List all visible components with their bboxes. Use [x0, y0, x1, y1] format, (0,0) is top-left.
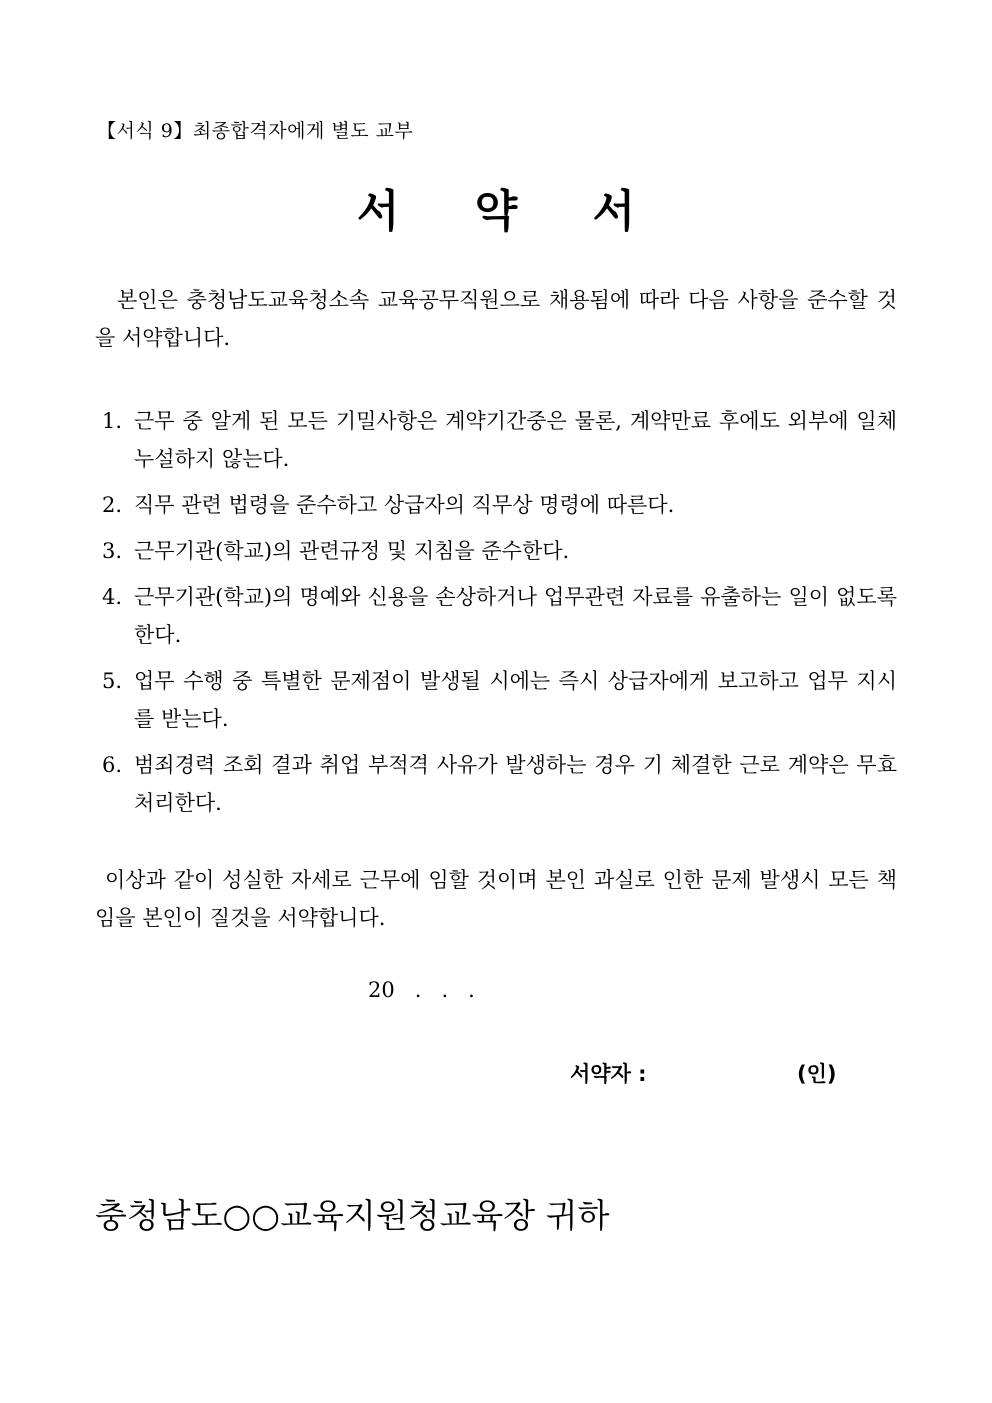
- pledge-number: 3.: [102, 539, 123, 563]
- closing-paragraph: 이상과 같이 성실한 자세로 근무에 임할 것이며 본인 과실로 인한 문제 발생시 모든 책임을 본인이 질것을 서약합니다.: [95, 868, 897, 930]
- pledge-item-1: [102, 402, 897, 478]
- pledge-number: 1.: [102, 409, 123, 433]
- pledge-text: 근무 중 알게 된 모든 기밀사항은 계약기간중은 물론, 계약만료 후에도 외부에 일체 누설하지 않는다.: [134, 409, 897, 471]
- pledge-text: 업무 수행 중 특별한 문제점이 발생될 시에는 즉시 상급자에게 보고하고 업무 지시를 받는다.: [134, 669, 897, 731]
- intro-paragraph: 본인은 충청남도교육청소속 교육공무직원으로 채용됨에 따라 다음 사항을 준수할 것을 서약합니다.: [95, 288, 897, 350]
- pledge-text: 범죄경력 조회 결과 취업 부적격 사유가 발생하는 경우 기 체결한 근로 계약은 무효처리한다.: [134, 753, 897, 815]
- form-label: 【서식 9】최종합격자에게 별도 교부: [97, 120, 414, 142]
- pledge-list: [102, 402, 897, 830]
- signer-label: 서약자 :: [570, 1062, 647, 1086]
- pledge-item-4: [102, 578, 897, 654]
- pledge-text: 근무기관(학교)의 관련규정 및 지침을 준수한다.: [134, 539, 570, 563]
- pledge-item-3: [102, 532, 897, 570]
- pledge-number: 6.: [102, 753, 123, 777]
- pledge-text: 근무기관(학교)의 명예와 신용을 손상하거나 업무관련 자료를 유출하는 일이 없도록 한다.: [134, 585, 897, 647]
- pledge-number: 4.: [102, 585, 123, 609]
- pledge-number: 2.: [102, 493, 123, 517]
- seal-mark: (인): [797, 1062, 837, 1086]
- pledge-item-5: [102, 662, 897, 738]
- pledge-text: 직무 관련 법령을 준수하고 상급자의 직무상 명령에 따른다.: [134, 493, 675, 517]
- recipient-line: 충청남도○○교육지원청교육장 귀하: [95, 1196, 610, 1235]
- pledge-item-6: [102, 746, 897, 822]
- date-line: 20 . . .: [368, 978, 475, 1002]
- pledge-item-2: [102, 486, 897, 524]
- document-title: 서 약 서: [356, 186, 636, 237]
- pledge-number: 5.: [102, 669, 123, 693]
